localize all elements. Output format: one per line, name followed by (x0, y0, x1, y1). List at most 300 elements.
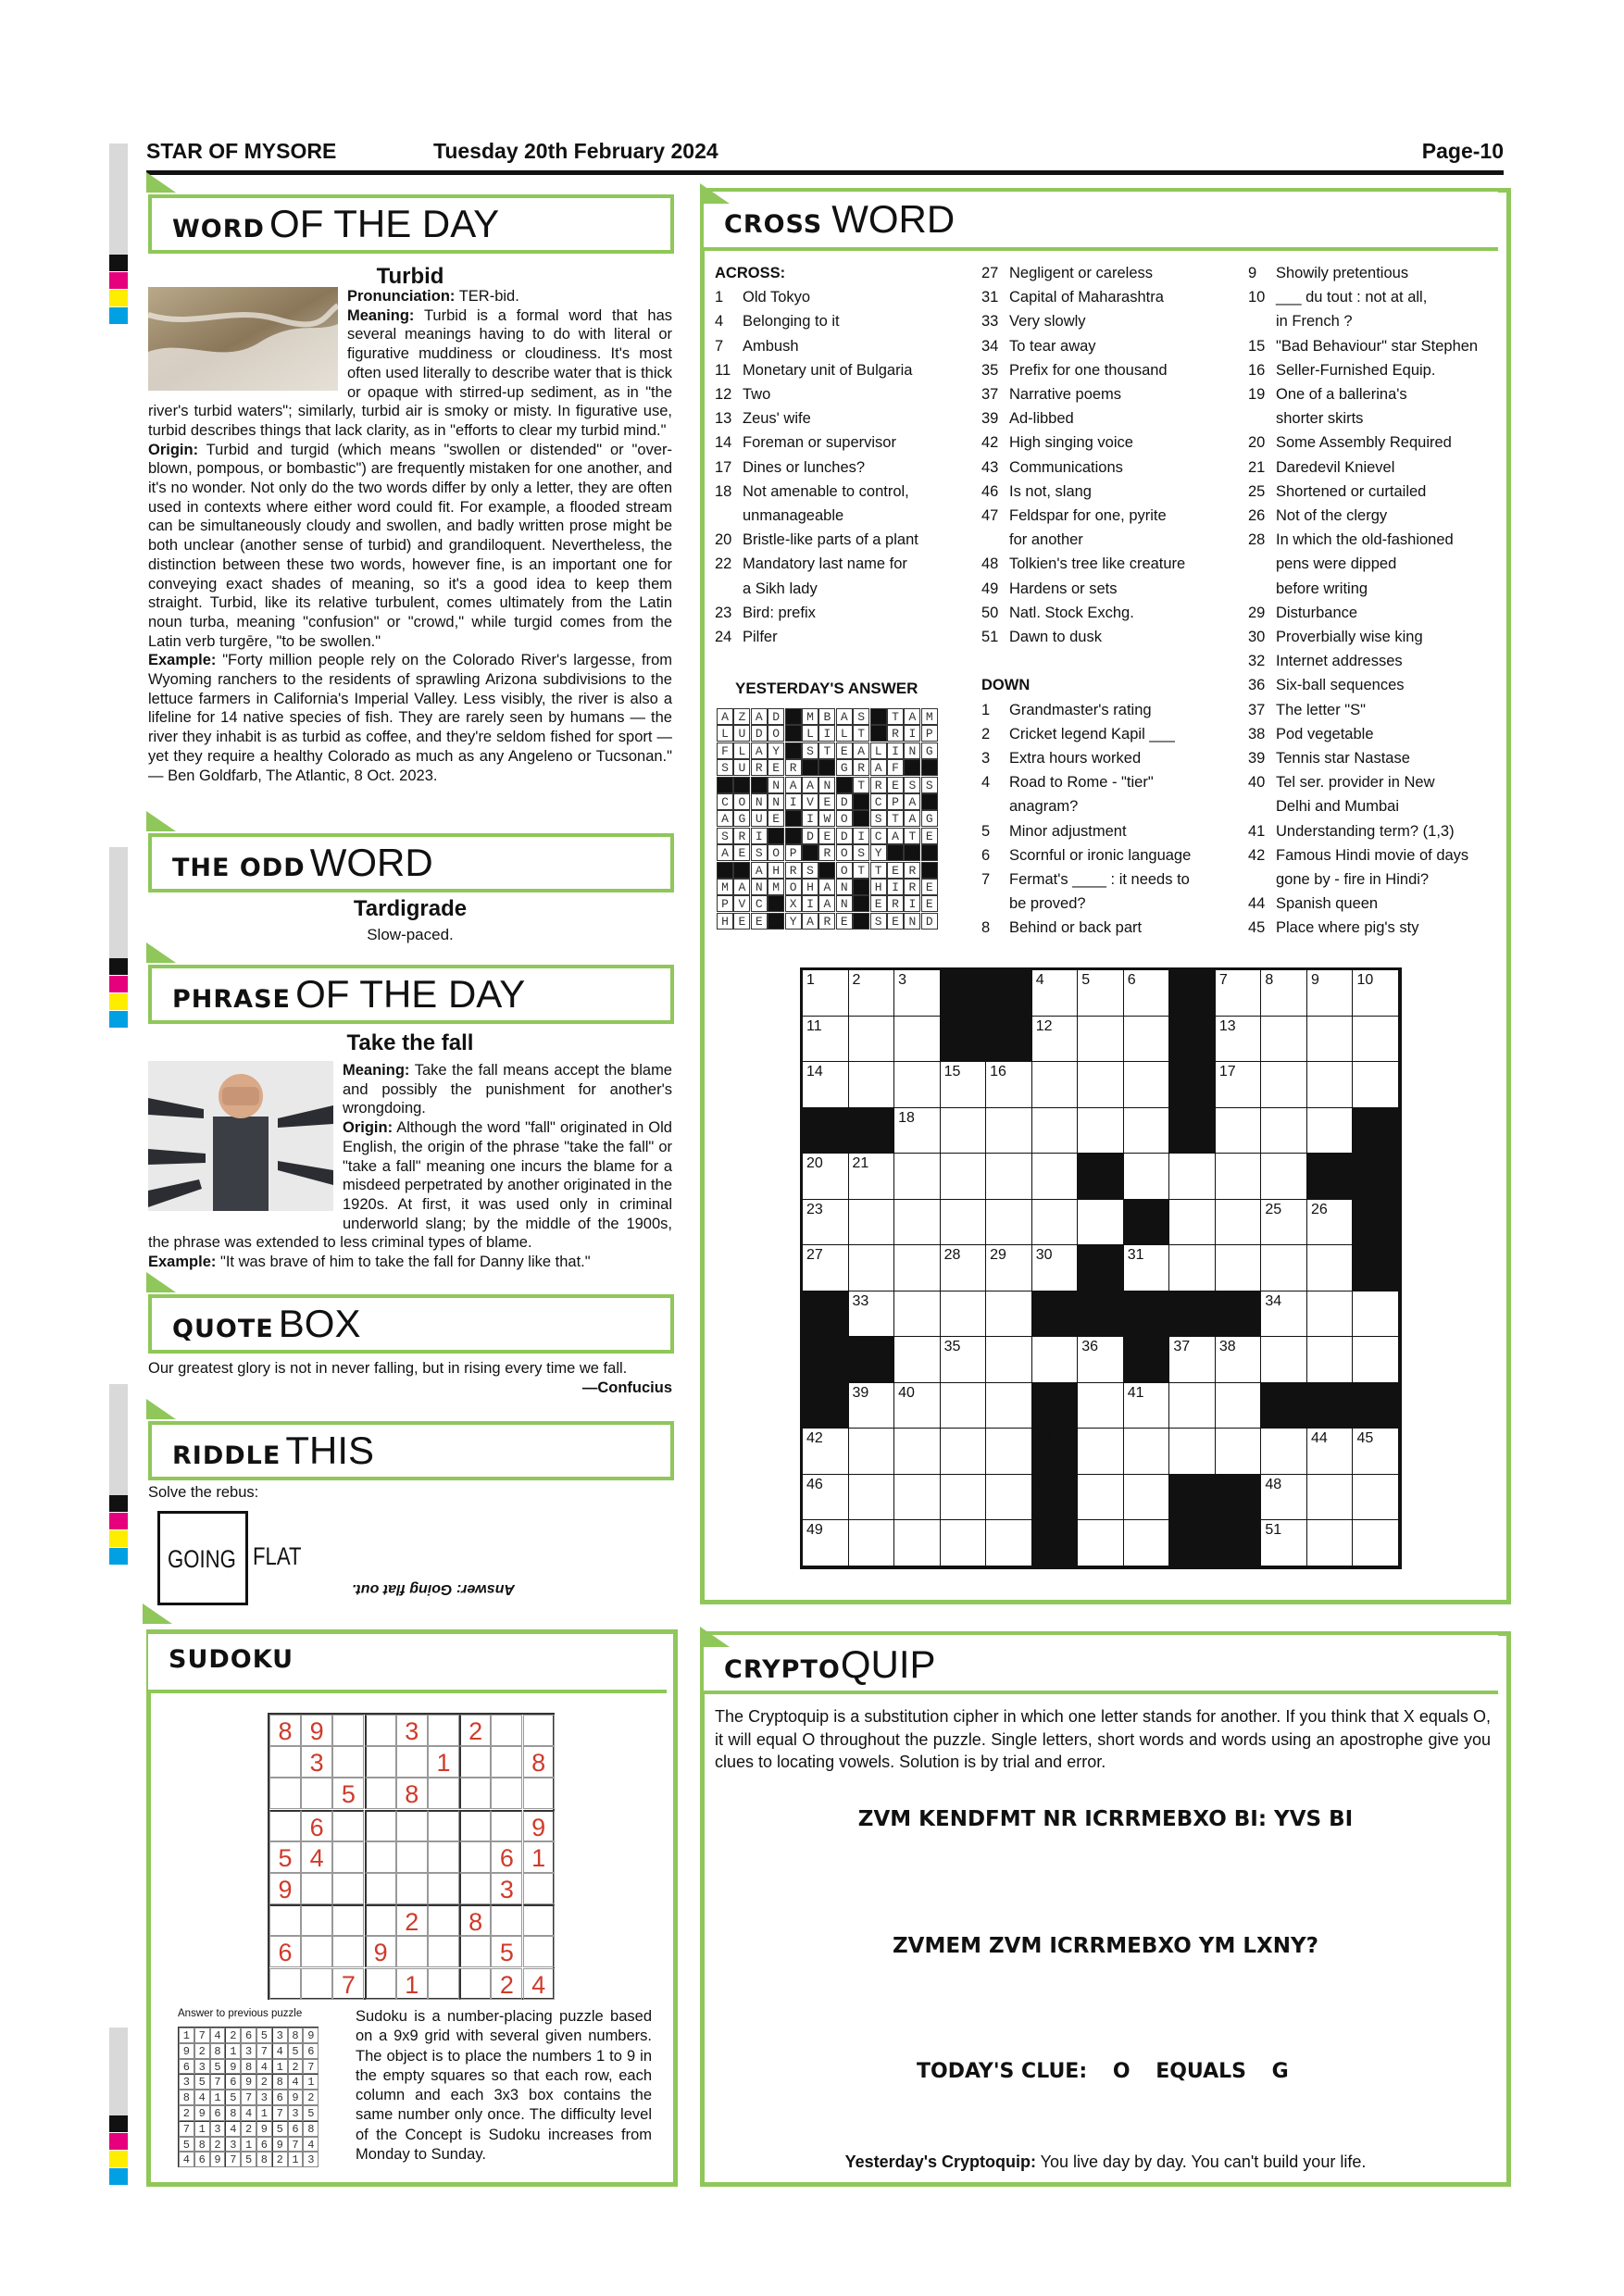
crossword-cell (1306, 1519, 1354, 1566)
previous-sudoku-cell: 7 (272, 2105, 288, 2121)
previous-sudoku-cell: 2 (225, 2028, 241, 2043)
answer-block (921, 759, 938, 776)
crossword-cell (985, 1199, 1032, 1246)
clue-text: be proved? (1009, 895, 1086, 913)
previous-sudoku-cell: 7 (241, 2090, 256, 2105)
cell-number: 12 (1035, 1017, 1053, 1034)
answer-cell: L (717, 725, 733, 742)
previous-sudoku-cell: 9 (272, 2137, 288, 2152)
crossword-cell (985, 1244, 1032, 1292)
cell-number: 29 (990, 1247, 1006, 1264)
answer-cell: E (733, 844, 750, 861)
clue-number: 28 (1248, 531, 1266, 549)
sudoku-cell: 6 (491, 1841, 522, 1873)
crossword-cell (1123, 1428, 1170, 1475)
clue-number: 5 (981, 822, 991, 840)
clue-number: 45 (1248, 919, 1266, 937)
answer-cell: I (802, 810, 818, 827)
crossword-cell (940, 1199, 987, 1246)
clue-text: Spanish queen (1276, 895, 1379, 913)
clue-row (981, 577, 1191, 601)
answer-cell: F (717, 742, 733, 759)
clue-number: 20 (715, 531, 732, 549)
cell-number: 26 (1310, 1201, 1328, 1217)
clue-text: Foreman or supervisor (743, 434, 896, 452)
sudoku-cell: 3 (491, 1873, 522, 1904)
example-label: Example: (148, 1254, 217, 1271)
cell-number: 7 (1218, 972, 1228, 988)
rebus-word-flat: FLAT (253, 1542, 302, 1570)
answer-cell: P (785, 844, 802, 861)
clue-row (981, 430, 1191, 455)
previous-sudoku-cell: 3 (303, 2152, 319, 2167)
answer-block (768, 828, 784, 844)
clue-text: Shortened or curtailed (1276, 482, 1427, 500)
sudoku-cell (301, 1778, 332, 1809)
crossword-cell (1260, 1244, 1307, 1292)
crossword-cell (802, 969, 849, 1017)
answer-cell: I (887, 742, 904, 759)
previous-sudoku-cell: 6 (179, 2059, 194, 2075)
answer-cell: G (921, 742, 938, 759)
clue-text: One of a ballerina's (1276, 386, 1407, 404)
clue-row (1248, 794, 1478, 818)
clue-row (981, 480, 1191, 504)
crossword-cell (1306, 1428, 1354, 1475)
clue-text: The letter "S" (1276, 701, 1367, 718)
answer-cell: Y (870, 844, 887, 861)
crossword-cell (940, 1061, 987, 1108)
answer-cell: N (836, 879, 853, 895)
answer-cell: A (717, 810, 733, 827)
answer-block (870, 708, 887, 725)
answer-block (904, 759, 920, 776)
clue-number: 24 (715, 629, 732, 646)
phrase-headline: Take the fall (346, 1030, 474, 1055)
answer-cell: R (785, 759, 802, 776)
answer-cell: I (751, 828, 768, 844)
answer-cell: E (836, 913, 853, 930)
clue-number: 37 (981, 386, 999, 404)
origin-label: Origin: (148, 441, 199, 458)
meaning-label: Meaning: (343, 1062, 410, 1079)
answer-block (836, 777, 853, 793)
clue-row (981, 819, 1191, 843)
clue-text: Old Tokyo (743, 289, 811, 306)
crossword-block (985, 969, 1032, 1017)
clue-number: 9 (1248, 265, 1257, 281)
answer-cell: C (870, 793, 887, 810)
cell-number: 4 (1035, 972, 1044, 988)
sudoku-cell (428, 1936, 459, 1967)
crossword-cell (985, 1519, 1032, 1566)
clue-text: Internet addresses (1276, 653, 1403, 670)
sudoku-cell (269, 1904, 301, 1936)
cell-number: 2 (852, 972, 861, 988)
clue-number: 27 (981, 265, 999, 281)
clue-row (1248, 649, 1478, 673)
crossword-cell (1123, 1107, 1170, 1154)
cell-number: 10 (1356, 972, 1374, 988)
sudoku-cell: 8 (459, 1904, 491, 1936)
crossword-cell (1123, 1244, 1170, 1292)
crossword-block (1077, 1153, 1124, 1200)
rebus-box (157, 1511, 248, 1605)
crossword-cell (940, 1428, 987, 1475)
crossword-cell (940, 1382, 987, 1429)
crossword-cell (1306, 969, 1354, 1017)
sudoku-cell: 5 (332, 1778, 364, 1809)
clue-text: Extra hours worked (1009, 750, 1142, 767)
answer-cell: D (802, 828, 818, 844)
answer-cell: N (818, 777, 835, 793)
clue-plain-letter: G (1271, 2060, 1289, 2083)
answer-block (870, 725, 887, 742)
previous-sudoku-cell: 3 (272, 2028, 288, 2043)
previous-sudoku-cell: 1 (256, 2105, 272, 2121)
answer-cell: N (904, 913, 920, 930)
crossword-cell (1306, 1061, 1354, 1108)
clue-row (981, 722, 1191, 746)
clue-text: Tennis star Nastase (1276, 750, 1410, 767)
sudoku-cell (459, 1873, 491, 1904)
answer-cell: T (870, 862, 887, 879)
clue-text: Not amenable to control, (743, 482, 909, 500)
answer-block (818, 862, 835, 879)
answer-block (921, 844, 938, 861)
previous-sudoku-cell: 6 (303, 2043, 319, 2059)
clue-row (1248, 698, 1478, 722)
cell-number: 49 (806, 1522, 823, 1539)
answer-cell: S (717, 759, 733, 776)
clue-number: 25 (1248, 482, 1266, 500)
crossword-cell (1031, 1107, 1079, 1154)
across-label: ACROSS: (715, 265, 786, 281)
cell-number: 27 (806, 1247, 823, 1264)
answer-cell: Y (768, 742, 784, 759)
answer-cell: O (836, 810, 853, 827)
answer-cell: O (785, 879, 802, 895)
clue-row (981, 770, 1191, 794)
sudoku-cell (459, 1746, 491, 1778)
answer-cell: U (733, 759, 750, 776)
clue-row (981, 285, 1191, 309)
crossword-block (1260, 1382, 1307, 1429)
answer-cell: A (802, 777, 818, 793)
crossword-cell (893, 1336, 941, 1383)
previous-sudoku-cell: 9 (179, 2043, 194, 2059)
sudoku-cell (269, 1968, 301, 2000)
clue-text: Very slowly (1009, 313, 1086, 331)
answer-cell: T (818, 742, 835, 759)
clue-row (981, 455, 1191, 480)
sudoku-cell: 9 (301, 1715, 332, 1746)
registration-chip (109, 307, 128, 324)
previous-sudoku-cell: 4 (303, 2137, 319, 2152)
crossword-cell (1352, 969, 1399, 1017)
crossword-cell (1260, 1519, 1307, 1566)
sudoku-cell (459, 1841, 491, 1873)
clue-row (715, 601, 918, 625)
clue-number: 46 (981, 482, 999, 500)
title-big: THIS (285, 1429, 375, 1472)
flag-icon (146, 172, 176, 193)
clue-row (1248, 625, 1478, 649)
cell-number: 20 (806, 1155, 823, 1172)
across-clues-col2 (981, 261, 1191, 941)
previous-sudoku-cell: 6 (256, 2137, 272, 2152)
crossword-cell (1123, 1474, 1170, 1521)
registration-chip (109, 1530, 128, 1547)
crossword-cell (985, 1107, 1032, 1154)
previous-sudoku-cell: 4 (179, 2152, 194, 2167)
crossword-block (1168, 1107, 1216, 1154)
answer-cell: R (904, 879, 920, 895)
sudoku-cell (491, 1810, 522, 1841)
clue-equals: EQUALS (1156, 2060, 1246, 2083)
clue-text: Seller-Furnished Equip. (1276, 361, 1436, 379)
crossword-cell (1352, 1061, 1399, 1108)
crossword-cell (1077, 1474, 1124, 1521)
cell-number: 51 (1265, 1522, 1282, 1539)
answer-cell: S (870, 913, 887, 930)
clue-text: Behind or back part (1009, 919, 1143, 937)
crossword-cell (1306, 1107, 1354, 1154)
answer-cell: E (768, 759, 784, 776)
answer-cell: A (818, 895, 835, 912)
clue-row (1248, 916, 1478, 940)
crossword-cell (1031, 1016, 1079, 1063)
riddle-title-box (148, 1421, 674, 1480)
answer-cell: S (921, 777, 938, 793)
answer-cell: O (768, 725, 784, 742)
answer-block (921, 793, 938, 810)
clue-number: 20 (1248, 434, 1266, 452)
crossword-cell (1352, 1291, 1399, 1338)
crossword-block (802, 1107, 849, 1154)
answer-cell: S (853, 844, 869, 861)
answer-cell: Y (785, 913, 802, 930)
clue-text: High singing voice (1009, 434, 1133, 452)
sudoku-cell: 4 (301, 1841, 332, 1873)
clue-text: before writing (1276, 580, 1368, 597)
riddle-prompt: Solve the rebus: (148, 1484, 259, 1501)
clue-text: Bird: prefix (743, 604, 816, 621)
previous-sudoku-cell: 2 (179, 2105, 194, 2121)
crossword-cell (1077, 1107, 1124, 1154)
clue-row (981, 334, 1191, 358)
sudoku-cell (365, 1746, 396, 1778)
crossword-cell (802, 1428, 849, 1475)
cell-number: 45 (1356, 1430, 1374, 1447)
clue-row (1248, 843, 1478, 867)
answer-block (853, 913, 869, 930)
crossword-cell (1260, 1153, 1307, 1200)
previous-sudoku-cell: 5 (241, 2152, 256, 2167)
clue-text: Disturbance (1276, 604, 1358, 621)
crossword-block (1352, 1382, 1399, 1429)
clue-number: 29 (1248, 604, 1266, 621)
crossword-cell (1352, 1336, 1399, 1383)
clue-number: 15 (1248, 337, 1266, 355)
clue-number: 1 (981, 701, 991, 718)
answer-cell: R (733, 828, 750, 844)
title-big: WORD (831, 197, 956, 241)
flag-icon (146, 942, 176, 963)
previous-sudoku-cell: 2 (288, 2059, 304, 2075)
clue-number: 35 (981, 361, 999, 379)
previous-sudoku-cell: 6 (194, 2152, 210, 2167)
answer-cell: P (887, 793, 904, 810)
answer-cell: T (853, 777, 869, 793)
pronunciation: TER-bid. (455, 288, 519, 305)
clue-row (1248, 334, 1478, 358)
clue-number: 34 (981, 337, 999, 355)
crossword-cell (848, 1519, 895, 1566)
cell-number: 23 (806, 1201, 823, 1217)
sudoku-cell: 8 (396, 1778, 428, 1809)
registration-chip (109, 993, 128, 1010)
cryptoquip-intro: The Cryptoquip is a substitution cipher in which one letter stands for another. If you think that X equals O, it will equal O throughout the puzzle. Single letters, short words and words using an apostrophe give you clues to locating vowels. Solution is by trial and error. (715, 1707, 1491, 1771)
clue-text: Dawn to dusk (1009, 629, 1102, 646)
clue-text: Pilfer (743, 629, 778, 646)
clue-text: Bristle-like parts of a plant (743, 531, 918, 549)
sudoku-cell (523, 1778, 555, 1809)
sudoku-cell (365, 1810, 396, 1841)
previous-sudoku-cell: 9 (225, 2059, 241, 2075)
clue-row (981, 746, 1191, 770)
answer-cell: T (853, 862, 869, 879)
sudoku-cell (428, 1841, 459, 1873)
answer-cell: A (904, 810, 920, 827)
sudoku-cell (301, 1873, 332, 1904)
phrase-title-box (148, 965, 674, 1024)
crossword-cell (893, 1244, 941, 1292)
previous-sudoku-cell: 9 (241, 2074, 256, 2090)
crossword-cell (1123, 1519, 1170, 1566)
crossword-cell (985, 1061, 1032, 1108)
cell-number: 24 (1127, 1201, 1144, 1217)
sudoku-cell (459, 1778, 491, 1809)
previous-sudoku-cell: 6 (272, 2090, 288, 2105)
crossword-cell (985, 1153, 1032, 1200)
clue-number: 32 (1248, 653, 1266, 670)
clue-row (715, 382, 918, 406)
clue-text: Delhi and Mumbai (1276, 798, 1399, 816)
previous-sudoku-cell: 4 (288, 2074, 304, 2090)
clue-number: 10 (1248, 289, 1266, 306)
previous-sudoku-cell: 1 (225, 2043, 241, 2059)
sudoku-cell (269, 1778, 301, 1809)
previous-sudoku-cell: 9 (288, 2090, 304, 2105)
previous-sudoku-cell: 5 (288, 2043, 304, 2059)
clue-number: 47 (981, 507, 999, 525)
crossword-cell (1352, 1474, 1399, 1521)
title-big: QUIP (840, 1642, 936, 1686)
pronunciation-label: Pronunciation: (347, 288, 456, 305)
crossword-cell (1077, 1336, 1124, 1383)
crossword-cell (1123, 969, 1170, 1017)
title-small: CRYPTO (724, 1655, 841, 1684)
clue-text: gone by - fire in Hindi? (1276, 871, 1430, 889)
clue-row (1248, 892, 1478, 916)
crossword-cell (1031, 1153, 1079, 1200)
clue-row (1248, 358, 1478, 382)
cryptoquip-line2: ZVMEM ZVM ICRRMEBXO YM LXNY? (893, 1934, 1318, 1958)
crossword-cell (1306, 1244, 1354, 1292)
crossword-block (1215, 1291, 1262, 1338)
crossword-cell (1260, 1016, 1307, 1063)
crossword-cell (1215, 1428, 1262, 1475)
answer-cell: H (717, 913, 733, 930)
registration-chip (109, 976, 128, 992)
clue-row (1248, 406, 1478, 430)
clue-text: Road to Rome - "tier" (1009, 774, 1154, 792)
clue-text: a Sikh lady (743, 580, 818, 597)
answer-cell: L (870, 742, 887, 759)
answer-cell: S (870, 810, 887, 827)
answer-cell: R (818, 913, 835, 930)
title-small: RIDDLE (172, 1441, 281, 1470)
cell-number: 13 (1218, 1017, 1236, 1034)
answer-cell: N (768, 793, 784, 810)
title-small: PHRASE (172, 985, 291, 1014)
cell-number: 38 (1218, 1339, 1236, 1355)
clue-row (981, 552, 1191, 576)
crossword-cell (1215, 1244, 1262, 1292)
clue-text: Six-ball sequences (1276, 677, 1405, 694)
registration-chip (109, 2115, 128, 2132)
crossword-cell (985, 1428, 1032, 1475)
crossword-title-box (704, 192, 1498, 251)
sudoku-cell (365, 1968, 396, 2000)
crossword-cell (848, 1291, 895, 1338)
answer-cell: L (802, 725, 818, 742)
clue-row (981, 528, 1191, 552)
crossword-cell (893, 969, 941, 1017)
previous-sudoku-cell: 6 (225, 2074, 241, 2090)
sudoku-cell (269, 1810, 301, 1841)
sudoku-cell (301, 1904, 332, 1936)
registration-chip (109, 255, 128, 271)
title-big: BOX (278, 1302, 361, 1345)
clue-number: 42 (1248, 846, 1266, 864)
clue-text: Proverbially wise king (1276, 629, 1423, 646)
crossword-block (1306, 1153, 1354, 1200)
sudoku-cell: 6 (301, 1810, 332, 1841)
clue-number: 4 (981, 774, 991, 792)
sudoku-cell (269, 1746, 301, 1778)
crossword-block (1215, 1474, 1262, 1521)
down-label: DOWN (981, 677, 1031, 694)
clue-text: In which the old-fashioned (1276, 531, 1454, 549)
answer-block (853, 895, 869, 912)
crossword-cell (1215, 1016, 1262, 1063)
previous-sudoku-cell: 2 (194, 2043, 210, 2059)
crossword-cell (940, 1336, 987, 1383)
answer-cell: D (768, 708, 784, 725)
answer-cell: T (853, 725, 869, 742)
answer-cell: S (904, 777, 920, 793)
answer-cell: M (921, 708, 938, 725)
answer-cell: R (818, 844, 835, 861)
answer-block (818, 759, 835, 776)
previous-sudoku-cell: 6 (288, 2121, 304, 2137)
answer-cell: C (717, 793, 733, 810)
clue-number: 38 (1248, 725, 1266, 742)
crossword-cell (1168, 1244, 1216, 1292)
clue-text: Place where pig's sty (1276, 919, 1419, 937)
